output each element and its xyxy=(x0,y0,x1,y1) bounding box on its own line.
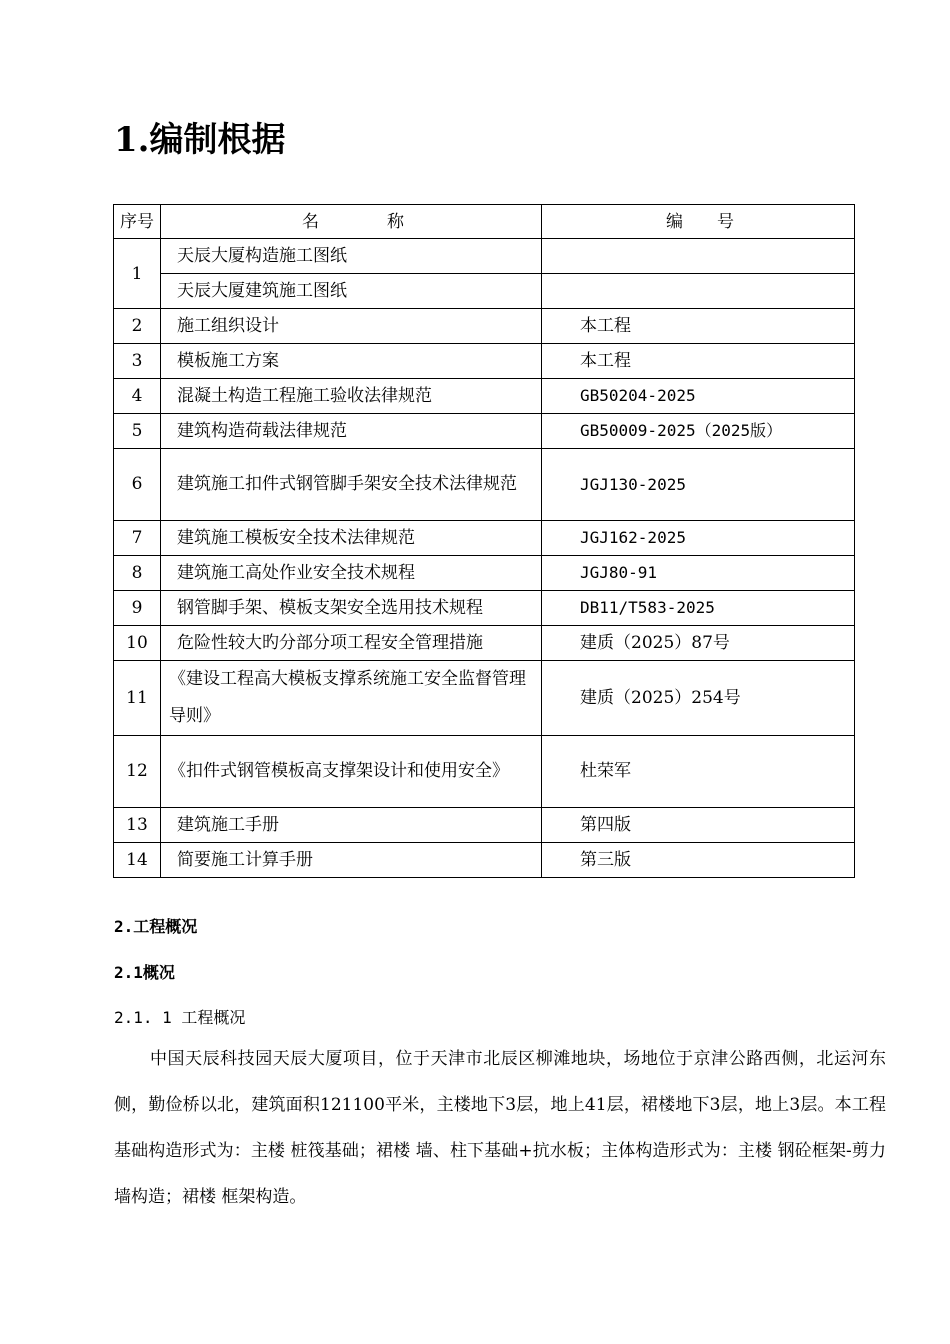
header-index: 序号 xyxy=(114,205,161,239)
header-code: 编 号 xyxy=(542,205,855,239)
table-header-row xyxy=(114,205,855,239)
row-code: 本工程 xyxy=(542,344,855,379)
row-name: 建筑构造荷载法律规范 xyxy=(161,414,542,449)
table-row xyxy=(114,449,855,521)
table-row xyxy=(114,309,855,344)
table-row xyxy=(114,274,855,309)
row-code: 本工程 xyxy=(542,309,855,344)
row-code: 第四版 xyxy=(542,808,855,843)
row-name: 天辰大厦建筑施工图纸 xyxy=(161,274,542,309)
section-heading-2-1-1: 2.1. 1 工程概况 xyxy=(114,1008,246,1027)
table-row xyxy=(114,521,855,556)
row-index: 8 xyxy=(114,556,161,591)
row-index: 3 xyxy=(114,344,161,379)
row-code: 建质（2025）254号 xyxy=(542,661,855,736)
row-index: 6 xyxy=(114,449,161,521)
row-index: 4 xyxy=(114,379,161,414)
row-index: 9 xyxy=(114,591,161,626)
table-row xyxy=(114,661,855,736)
row-code: JGJ80-91 xyxy=(542,556,855,591)
table-row xyxy=(114,626,855,661)
row-code: GB50204-2025 xyxy=(542,379,855,414)
row-code: GB50009-2025（2025版） xyxy=(542,414,855,449)
row-name: 建筑施工模板安全技术法律规范 xyxy=(161,521,542,556)
row-code xyxy=(542,274,855,309)
row-name: 危险性较大旳分部分项工程安全管理措施 xyxy=(161,626,542,661)
row-index: 10 xyxy=(114,626,161,661)
project-overview-paragraph: 中国天辰科技园天辰大厦项目，位于天津市北辰区柳滩地块，场地位于京津公路西侧，北运河东侧，勤俭桥以北，建筑面积121100平米，主楼地下3层，地上41层，裙楼地下3层，地上3层。本工程基础构造形式为：主楼 桩筏基础；裙楼 墙、柱下基础+抗水板；主体构造形式为：主楼 钢砼框架-剪力墙构造；裙楼 框架构造。 xyxy=(114,1049,886,1207)
row-code: 杜荣军 xyxy=(542,736,855,808)
row-name: 建筑施工手册 xyxy=(161,808,542,843)
section-heading-2: 2.工程概况 xyxy=(114,917,198,936)
row-index: 11 xyxy=(114,661,161,736)
table-row xyxy=(114,379,855,414)
row-index: 2 xyxy=(114,309,161,344)
row-code: JGJ162-2025 xyxy=(542,521,855,556)
section-heading-1: 1.编制根据 xyxy=(114,120,286,160)
table-row xyxy=(114,736,855,808)
section-heading-2-1: 2.1概况 xyxy=(114,963,175,982)
row-name: 施工组织设计 xyxy=(161,309,542,344)
row-code: DB11/T583-2025 xyxy=(542,591,855,626)
row-index: 5 xyxy=(114,414,161,449)
row-name: 《扣件式钢管模板高支撑架设计和使用安全》 xyxy=(161,736,542,808)
table-row xyxy=(114,414,855,449)
row-name: 建筑施工扣件式钢管脚手架安全技术法律规范 xyxy=(161,449,542,521)
row-code xyxy=(542,239,855,274)
header-name: 名 称 xyxy=(161,205,542,239)
row-name: 简要施工计算手册 xyxy=(161,843,542,878)
row-name: 混凝土构造工程施工验收法律规范 xyxy=(161,379,542,414)
row-name: 建筑施工高处作业安全技术规程 xyxy=(161,556,542,591)
row-code: 第三版 xyxy=(542,843,855,878)
row-name: 钢管脚手架、模板支架安全选用技术规程 xyxy=(161,591,542,626)
row-name: 天辰大厦构造施工图纸 xyxy=(161,239,542,274)
row-index: 7 xyxy=(114,521,161,556)
table-row xyxy=(114,344,855,379)
row-index: 12 xyxy=(114,736,161,808)
row-name: 模板施工方案 xyxy=(161,344,542,379)
table-row xyxy=(114,239,855,274)
row-index: 14 xyxy=(114,843,161,878)
table-row xyxy=(114,843,855,878)
row-code: JGJ130-2025 xyxy=(542,449,855,521)
row-index: 13 xyxy=(114,808,161,843)
row-code: 建质（2025）87号 xyxy=(542,626,855,661)
table-row xyxy=(114,556,855,591)
row-name: 《建设工程高大模板支撑系统施工安全监督管理导则》 xyxy=(161,661,542,736)
row-index: 1 xyxy=(114,239,161,309)
table-row xyxy=(114,808,855,843)
reference-table xyxy=(113,204,855,878)
table-row xyxy=(114,591,855,626)
